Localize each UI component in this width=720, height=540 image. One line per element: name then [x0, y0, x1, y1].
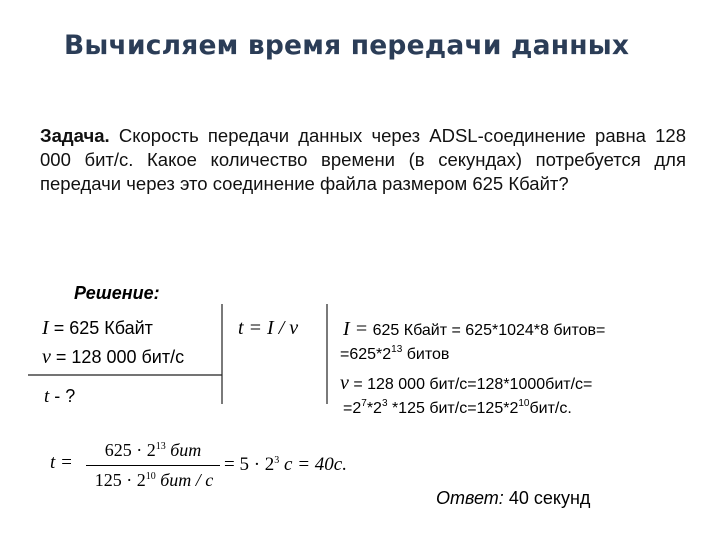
- calc-line-1: [343, 318, 605, 341]
- fraction-rhs: [224, 454, 347, 476]
- solution-heading: Решение:: [74, 283, 160, 303]
- find-line: [44, 386, 75, 408]
- calc-line-4-c: *125 бит/с=125*2: [387, 400, 519, 417]
- formula: t = I / v: [238, 317, 299, 339]
- calc-line-4-d: бит/с.: [529, 400, 572, 417]
- calc-line-4-a: =2: [343, 400, 362, 417]
- answer-label: Ответ:: [436, 488, 504, 508]
- rhs-b: с = 40с.: [284, 454, 347, 475]
- page-title: Вычисляем время передачи данных: [64, 30, 630, 61]
- given-v-line: [42, 346, 184, 369]
- t-symbol: t: [44, 386, 50, 407]
- calc-line-4-exp3: 10: [518, 398, 530, 409]
- fraction-lhs: t =: [50, 452, 73, 473]
- num-exp: 13: [155, 441, 166, 452]
- calc-line-4-exp1: 7: [361, 398, 367, 409]
- calc-v-symbol: v: [340, 372, 349, 394]
- calc-line-4-exp2: 3: [381, 398, 388, 409]
- den-a: 125 · 2: [94, 470, 146, 490]
- calc-line-2-a: =625*2: [340, 346, 392, 363]
- find-text: - ?: [54, 386, 76, 406]
- den-exp: 10: [145, 471, 156, 482]
- calc-line-2-exp: 13: [391, 344, 403, 355]
- calc-line-2-b: битов: [402, 346, 450, 363]
- fraction-bar: [86, 465, 220, 466]
- calc-line-3: [340, 372, 592, 395]
- answer-value: 40 секунд: [508, 488, 591, 508]
- I-symbol: I: [42, 317, 49, 339]
- I-value: = 625 Кбайт: [53, 318, 153, 338]
- fraction-numerator: [84, 440, 222, 461]
- calc-I-symbol: I =: [343, 318, 369, 340]
- calc-line-4-b: *2: [366, 400, 382, 417]
- calc-line-4: [343, 400, 572, 418]
- num-unit: бит: [170, 440, 202, 460]
- num-a: 625 · 2: [104, 440, 156, 460]
- v-value: = 128 000 бит/с: [55, 347, 185, 367]
- fraction-denominator: [84, 470, 224, 491]
- task-label: Задача.: [40, 125, 110, 146]
- calc-line-1-text: 625 Кбайт = 625*1024*8 битов=: [372, 322, 606, 339]
- v-symbol: v: [42, 346, 51, 368]
- calc-line-3-text: = 128 000 бит/с=128*1000бит/с=: [353, 376, 593, 393]
- given-I-line: [42, 317, 153, 340]
- rhs-exp: 3: [274, 455, 280, 466]
- rhs-a: = 5 · 2: [224, 454, 275, 475]
- answer: [436, 488, 590, 509]
- task-text: Скорость передачи данных через ADSL-соединение равна 128 000 бит/с. Какое количество времени (в секундах) потребуется для передачи через это соединение файла размером 625 Кбайт?: [40, 125, 687, 194]
- den-unit: бит / с: [160, 470, 214, 490]
- calc-line-2: [340, 346, 449, 364]
